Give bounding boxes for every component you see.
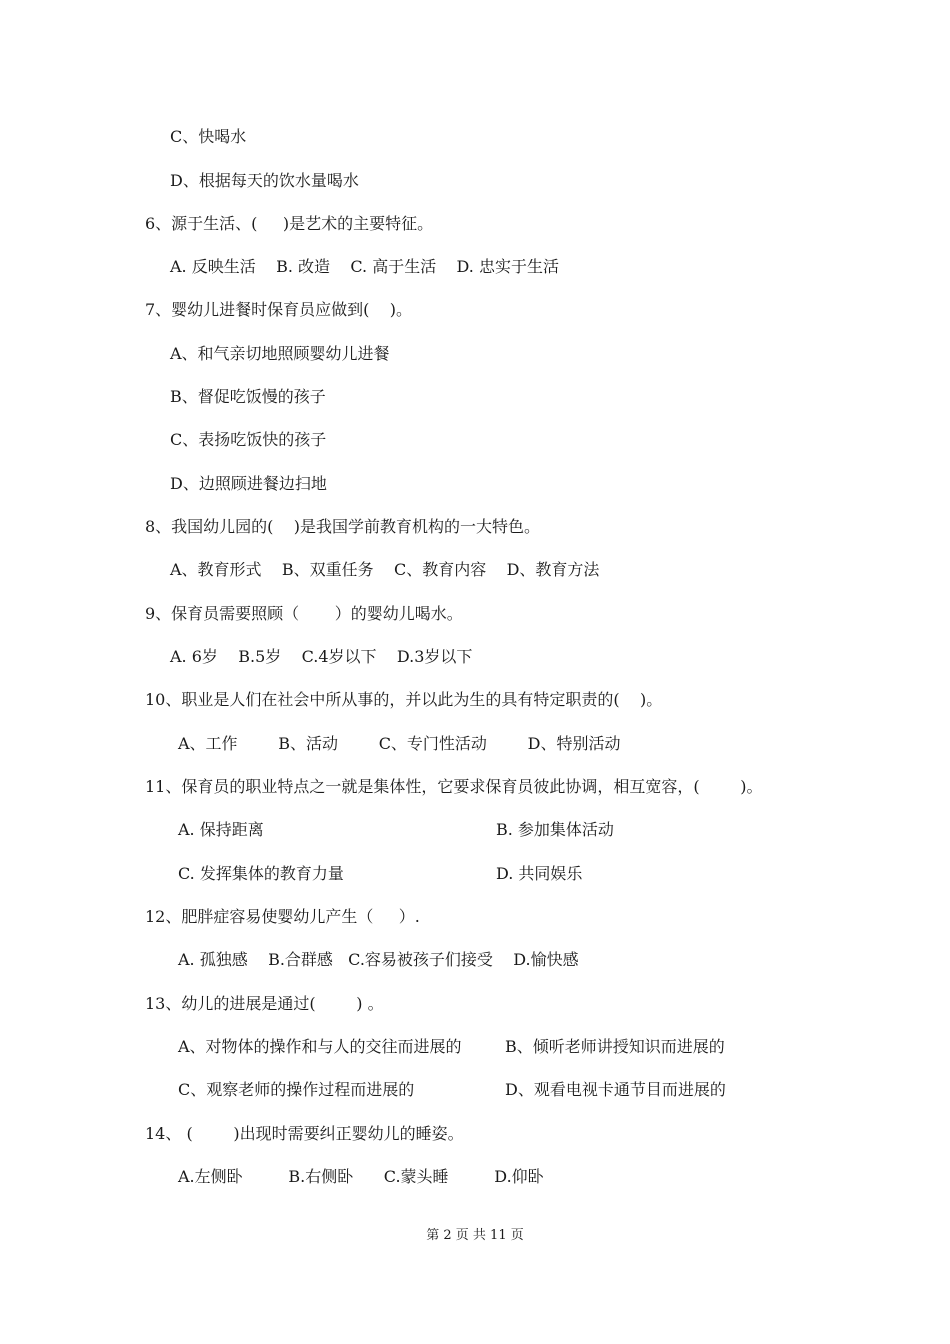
question-10: 10、职业是人们在社会中所从事的，并以此为生的具有特定职责的( )。 bbox=[145, 690, 663, 709]
q8-options: A、教育形式 B、双重任务 C、教育内容 D、教育方法 bbox=[170, 560, 600, 579]
question-12: 12、肥胖症容易使婴幼儿产生（ ）. bbox=[145, 907, 420, 926]
q13-option-b: B、倾听老师讲授知识而进展的 bbox=[505, 1037, 725, 1056]
q13-option-c: C、观察老师的操作过程而进展的 bbox=[178, 1080, 415, 1099]
q9-options: A. 6岁 B.5岁 C.4岁以下 D.3岁以下 bbox=[170, 647, 473, 666]
q14-options: A.左侧卧 B.右侧卧 C.蒙头睡 D.仰卧 bbox=[178, 1167, 544, 1186]
page-footer: 第 2 页 共 11 页 bbox=[426, 1228, 524, 1243]
q6-options: A. 反映生活 B. 改造 C. 高于生活 D. 忠实于生活 bbox=[170, 257, 559, 276]
q13-option-d: D、观看电视卡通节目而进展的 bbox=[505, 1080, 726, 1099]
q5-option-d: D、根据每天的饮水量喝水 bbox=[170, 171, 359, 190]
q11-option-b: B. 参加集体活动 bbox=[496, 820, 614, 839]
q13-option-a: A、对物体的操作和与人的交往而进展的 bbox=[178, 1037, 462, 1056]
q7-option-a: A、和气亲切地照顾婴幼儿进餐 bbox=[170, 344, 390, 363]
question-8: 8、我国幼儿园的( )是我国学前教育机构的一大特色。 bbox=[145, 517, 541, 536]
question-6: 6、源于生活、( )是艺术的主要特征。 bbox=[145, 214, 434, 233]
question-13: 13、幼儿的进展是通过( ) 。 bbox=[145, 994, 384, 1013]
q10-options: A、工作 B、活动 C、专门性活动 D、特别活动 bbox=[178, 734, 621, 753]
q5-option-c: C、快喝水 bbox=[170, 127, 247, 146]
question-14: 14、 ( )出现时需要纠正婴幼儿的睡姿。 bbox=[145, 1124, 464, 1143]
q7-option-c: C、表扬吃饭快的孩子 bbox=[170, 430, 327, 449]
q11-option-a: A. 保持距离 bbox=[178, 820, 264, 839]
question-11: 11、保育员的职业特点之一就是集体性，它要求保育员彼此协调，相互宽容，( )。 bbox=[145, 777, 763, 796]
q11-option-c: C. 发挥集体的教育力量 bbox=[178, 864, 344, 883]
q7-option-d: D、边照顾进餐边扫地 bbox=[170, 474, 327, 493]
question-7: 7、婴幼儿进餐时保育员应做到( )。 bbox=[145, 300, 413, 319]
question-9: 9、保育员需要照顾（ ）的婴幼儿喝水。 bbox=[145, 604, 463, 623]
q11-option-d: D. 共同娱乐 bbox=[496, 864, 583, 883]
q12-options: A. 孤独感 B.合群感 C.容易被孩子们接受 D.愉快感 bbox=[178, 950, 579, 969]
q7-option-b: B、督促吃饭慢的孩子 bbox=[170, 387, 326, 406]
